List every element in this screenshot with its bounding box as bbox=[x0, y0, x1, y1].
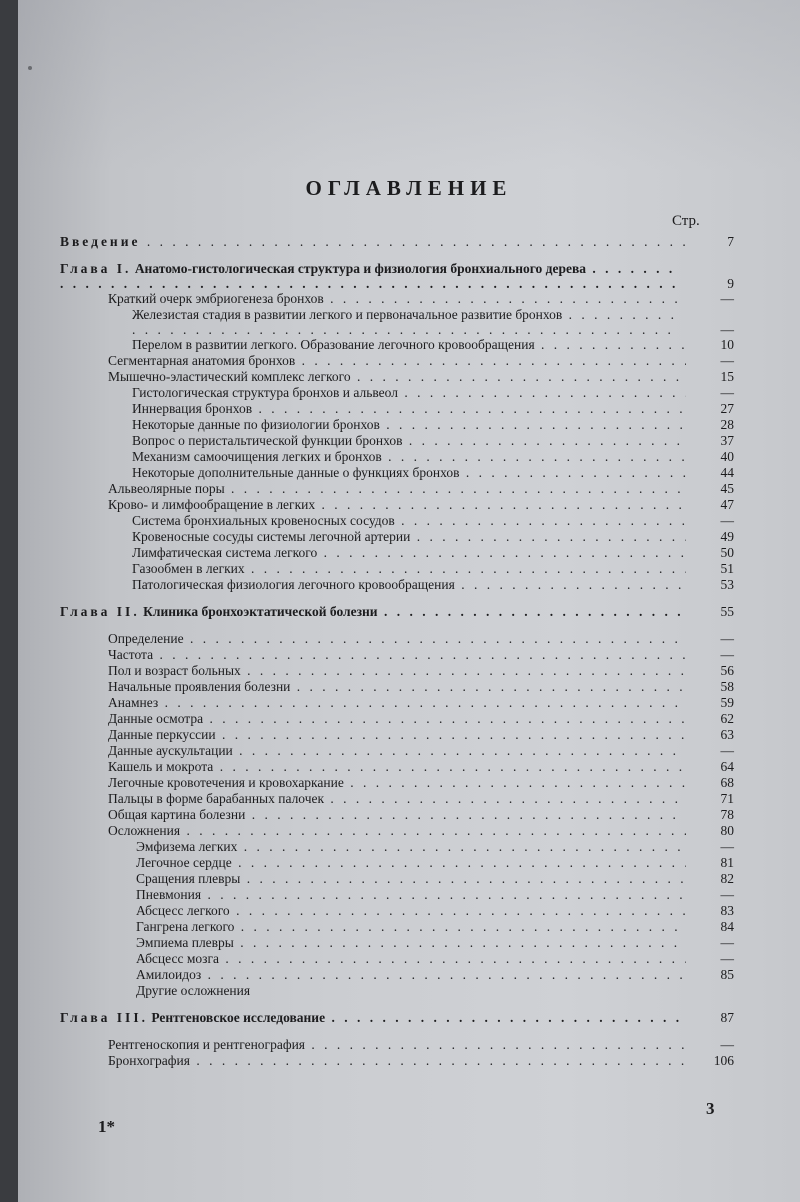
toc-page-number: 106 bbox=[713, 1053, 734, 1068]
toc-page-number: 71 bbox=[720, 791, 734, 806]
toc-entry-text: Другие осложнения bbox=[136, 983, 251, 998]
toc-entry bbox=[60, 631, 734, 647]
toc-entry-title bbox=[108, 291, 686, 307]
toc-entry-text: Абсцесс мозга bbox=[136, 951, 219, 966]
toc-entry bbox=[60, 951, 734, 967]
toc-entry-title bbox=[108, 481, 686, 497]
toc-entry bbox=[60, 604, 734, 620]
toc-page-number: 82 bbox=[720, 871, 734, 886]
toc-page-number: — bbox=[720, 887, 734, 902]
toc-entry-title bbox=[60, 604, 686, 620]
toc-page-number: 27 bbox=[720, 401, 734, 416]
toc-entry-text: Кашель и мокрота bbox=[108, 759, 214, 774]
toc-page-number: 62 bbox=[720, 711, 734, 726]
toc-page-number: 64 bbox=[720, 759, 734, 774]
toc-page-number: 49 bbox=[720, 529, 734, 544]
toc-page-number: 63 bbox=[720, 727, 734, 742]
toc-page-number: 40 bbox=[720, 449, 734, 464]
toc-entry-text: Альвеолярные поры bbox=[108, 481, 225, 496]
book-page bbox=[18, 0, 800, 1202]
toc-entry bbox=[60, 417, 734, 433]
toc-entry-title bbox=[136, 983, 686, 999]
toc-entry-title bbox=[132, 337, 686, 353]
toc-entry bbox=[60, 871, 734, 887]
toc-page-number: 50 bbox=[720, 545, 734, 560]
page-title: ОГЛАВЛЕНИЕ bbox=[305, 176, 513, 200]
show-through-bleed bbox=[18, 0, 800, 170]
toc-entry bbox=[60, 1053, 734, 1069]
toc-entry-text: Клиника бронхоэктатической болезни bbox=[143, 604, 378, 619]
toc-entry bbox=[60, 449, 734, 465]
toc-entry-title bbox=[60, 1010, 686, 1026]
toc-entry-title bbox=[108, 695, 686, 711]
toc-entry-title bbox=[132, 417, 686, 433]
toc-entry-text: Кровеносные сосуды системы легочной артерии bbox=[132, 529, 411, 544]
toc-page-number: 45 bbox=[720, 481, 734, 496]
toc-entry-title bbox=[108, 807, 686, 823]
toc-entry bbox=[60, 839, 734, 855]
chapter-number: Глава III. bbox=[60, 1010, 148, 1025]
toc-entry bbox=[60, 727, 734, 743]
toc-entry-title bbox=[132, 385, 686, 401]
toc-entry-title bbox=[132, 561, 686, 577]
page-number: 3 bbox=[706, 1099, 715, 1118]
toc-entry bbox=[60, 759, 734, 775]
toc-entry bbox=[60, 385, 734, 401]
toc-entry bbox=[60, 291, 734, 307]
toc-entry-title bbox=[108, 663, 686, 679]
toc-entry bbox=[60, 513, 734, 529]
toc-entry-text: Некоторые дополнительные данные о функциях бронхов bbox=[132, 465, 460, 480]
toc-entry-title bbox=[108, 823, 686, 839]
toc-page-number: 84 bbox=[720, 919, 734, 934]
toc-entry-title bbox=[108, 497, 686, 513]
toc-entry-title bbox=[60, 261, 686, 293]
toc-entry-text: Введение bbox=[60, 234, 141, 249]
toc-page-number: 51 bbox=[720, 561, 734, 576]
toc-entry bbox=[60, 791, 734, 807]
toc-page-number: 78 bbox=[720, 807, 734, 822]
toc-page-number: 28 bbox=[720, 417, 734, 432]
toc-entry-text: Анатомо-гистологическая структура и физиология бронхиального дерева bbox=[134, 261, 587, 276]
toc-entry-title bbox=[132, 401, 686, 417]
toc-entry-text: Патологическая физиология легочного кровообращения bbox=[132, 577, 455, 592]
toc-entry-title bbox=[108, 647, 686, 663]
toc-entry bbox=[60, 465, 734, 481]
toc-page-number: — bbox=[720, 322, 734, 337]
toc-entry-text: Лимфатическая система легкого bbox=[132, 545, 318, 560]
toc-entry-title bbox=[136, 919, 686, 935]
toc-entry bbox=[60, 497, 734, 513]
toc-page-number: — bbox=[720, 951, 734, 966]
toc-entry-text: Крово- и лимфообращение в легких bbox=[108, 497, 316, 512]
toc-entry-text: Легочные кровотечения и кровохаркание bbox=[108, 775, 344, 790]
toc-entry bbox=[60, 663, 734, 679]
toc-entry bbox=[60, 823, 734, 839]
page-column-label: Стр. bbox=[672, 213, 700, 229]
toc-page-number: 47 bbox=[720, 497, 734, 512]
toc-entry-text: Пневмония bbox=[136, 887, 202, 902]
toc-page-number: 7 bbox=[727, 234, 734, 249]
toc-page-number: 81 bbox=[720, 855, 734, 870]
toc-page-number: 68 bbox=[720, 775, 734, 790]
chapter-number: Глава II. bbox=[60, 604, 140, 619]
toc-page-number: — bbox=[720, 513, 734, 528]
toc-page-number: 87 bbox=[720, 1010, 734, 1025]
toc-page-number: 44 bbox=[720, 465, 734, 480]
toc-entry-text: Краткий очерк эмбриогенеза бронхов bbox=[108, 291, 324, 306]
toc-entry-title bbox=[132, 577, 686, 593]
toc-entry-text: Сегментарная анатомия бронхов bbox=[108, 353, 296, 368]
toc-entry-title bbox=[108, 791, 686, 807]
toc-entry-title bbox=[108, 1053, 686, 1069]
toc-page-number: — bbox=[720, 839, 734, 854]
toc-entry bbox=[60, 935, 734, 951]
toc-entry bbox=[60, 545, 734, 561]
toc-entry bbox=[60, 577, 734, 593]
toc-entry bbox=[60, 1010, 734, 1026]
toc-entry-text: Пальцы в форме барабанных палочек bbox=[108, 791, 325, 806]
table-of-contents bbox=[60, 234, 734, 1069]
toc-entry-title bbox=[132, 433, 686, 449]
toc-entry-text: Эмфизема легких bbox=[136, 839, 238, 854]
toc-entry-title bbox=[136, 967, 686, 983]
toc-entry bbox=[60, 679, 734, 695]
toc-entry-text: Железистая стадия в развитии легкого и первоначальное развитие бронхов bbox=[132, 307, 563, 322]
toc-page-number: 58 bbox=[720, 679, 734, 694]
toc-entry-text: Гангрена легкого bbox=[136, 919, 235, 934]
toc-entry-text: Пол и возраст больных bbox=[108, 663, 241, 678]
toc-page-number: 15 bbox=[720, 369, 734, 384]
toc-entry-text: Вопрос о перистальтической функции бронхов bbox=[132, 433, 403, 448]
toc-entry bbox=[60, 711, 734, 727]
toc-page-number: — bbox=[720, 647, 734, 662]
toc-page-number: 9 bbox=[727, 276, 734, 291]
toc-page-number: 83 bbox=[720, 903, 734, 918]
toc-entry-text: Легочное сердце bbox=[136, 855, 232, 870]
toc-entry bbox=[60, 695, 734, 711]
toc-entry-title bbox=[60, 234, 686, 250]
toc-entry-text: Осложнения bbox=[108, 823, 181, 838]
toc-entry-text: Амилоидоз bbox=[136, 967, 202, 982]
toc-page-number: — bbox=[720, 385, 734, 400]
toc-entry bbox=[60, 337, 734, 353]
toc-entry-title bbox=[136, 935, 686, 951]
toc-page-number: 37 bbox=[720, 433, 734, 448]
toc-page-number: 55 bbox=[720, 604, 734, 619]
toc-entry-title bbox=[108, 775, 686, 791]
toc-page-number: — bbox=[720, 353, 734, 368]
toc-entry-text: Иннервация бронхов bbox=[132, 401, 253, 416]
toc-entry-title bbox=[108, 353, 686, 369]
toc-entry bbox=[60, 983, 734, 999]
toc-entry-title bbox=[132, 529, 686, 545]
toc-entry-text: Начальные проявления болезни bbox=[108, 679, 291, 694]
toc-entry-text: Бронхография bbox=[108, 1053, 190, 1068]
toc-entry bbox=[60, 369, 734, 385]
toc-page-number: — bbox=[720, 631, 734, 646]
toc-entry-title bbox=[108, 679, 686, 695]
toc-entry bbox=[60, 433, 734, 449]
toc-entry-title bbox=[108, 631, 686, 647]
toc-entry-text: Система бронхиальных кровеносных сосудов bbox=[132, 513, 395, 528]
signature-mark: 1* bbox=[98, 1117, 115, 1136]
toc-entry-title bbox=[136, 903, 686, 919]
toc-entry-title bbox=[108, 711, 686, 727]
toc-entry bbox=[60, 401, 734, 417]
toc-entry-title bbox=[108, 1037, 686, 1053]
toc-entry-title bbox=[136, 871, 686, 887]
toc-entry-text: Общая картина болезни bbox=[108, 807, 246, 822]
toc-page-number: 56 bbox=[720, 663, 734, 678]
toc-entry-title bbox=[108, 727, 686, 743]
toc-entry-text: Анамнез bbox=[108, 695, 159, 710]
toc-page-number: — bbox=[720, 743, 734, 758]
toc-entry bbox=[60, 903, 734, 919]
toc-entry bbox=[60, 307, 734, 337]
toc-page-number: 53 bbox=[720, 577, 734, 592]
toc-entry-text: Перелом в развитии легкого. Образование легочного кровообращения bbox=[132, 337, 535, 352]
toc-entry bbox=[60, 353, 734, 369]
toc-entry-text: Некоторые данные по физиологии бронхов bbox=[132, 417, 380, 432]
toc-entry bbox=[60, 887, 734, 903]
toc-entry-text: Рентгеновское исследование bbox=[151, 1010, 326, 1025]
toc-entry bbox=[60, 919, 734, 935]
toc-entry-text: Определение bbox=[108, 631, 184, 646]
toc-entry-title bbox=[132, 307, 686, 339]
toc-page-number: 10 bbox=[720, 337, 734, 352]
toc-entry-text: Мышечно-эластический комплекс легкого bbox=[108, 369, 351, 384]
toc-entry bbox=[60, 967, 734, 983]
toc-entry-title bbox=[136, 887, 686, 903]
toc-entry bbox=[60, 234, 734, 250]
toc-entry-title bbox=[132, 465, 686, 481]
toc-entry bbox=[60, 807, 734, 823]
toc-entry bbox=[60, 481, 734, 497]
toc-entry-text: Механизм самоочищения легких и бронхов bbox=[132, 449, 382, 464]
toc-entry bbox=[60, 775, 734, 791]
toc-entry-title bbox=[132, 545, 686, 561]
toc-entry-title bbox=[132, 449, 686, 465]
toc-entry-text: Частота bbox=[108, 647, 154, 662]
toc-entry bbox=[60, 261, 734, 291]
toc-entry-text: Газообмен в легких bbox=[132, 561, 245, 576]
toc-page-number: 80 bbox=[720, 823, 734, 838]
toc-entry-text: Данные перкуссии bbox=[108, 727, 216, 742]
toc-entry-text: Эмпиема плевры bbox=[136, 935, 234, 950]
toc-entry bbox=[60, 561, 734, 577]
toc-entry-text: Гистологическая структура бронхов и альвеол bbox=[132, 385, 398, 400]
toc-entry-text: Сращения плевры bbox=[136, 871, 241, 886]
toc-entry-title bbox=[108, 743, 686, 759]
toc-page-number: — bbox=[720, 291, 734, 306]
toc-entry-text: Данные осмотра bbox=[108, 711, 204, 726]
toc-page-number: 85 bbox=[720, 967, 734, 982]
toc-entry-title bbox=[136, 839, 686, 855]
toc-entry bbox=[60, 1037, 734, 1053]
paper-speck bbox=[28, 66, 32, 70]
toc-page-number: — bbox=[720, 935, 734, 950]
toc-page-number: — bbox=[720, 1037, 734, 1052]
chapter-number: Глава I. bbox=[60, 261, 132, 276]
toc-entry-title bbox=[136, 855, 686, 871]
toc-entry bbox=[60, 855, 734, 871]
toc-entry bbox=[60, 647, 734, 663]
toc-entry-title bbox=[108, 759, 686, 775]
toc-entry bbox=[60, 529, 734, 545]
toc-entry bbox=[60, 743, 734, 759]
toc-entry-text: Данные аускультации bbox=[108, 743, 233, 758]
toc-entry-text: Абсцесс легкого bbox=[136, 903, 230, 918]
toc-entry-title bbox=[132, 513, 686, 529]
toc-entry-text: Рентгеноскопия и рентгенография bbox=[108, 1037, 306, 1052]
toc-entry-title bbox=[108, 369, 686, 385]
toc-entry-title bbox=[136, 951, 686, 967]
toc-page-number: 59 bbox=[720, 695, 734, 710]
